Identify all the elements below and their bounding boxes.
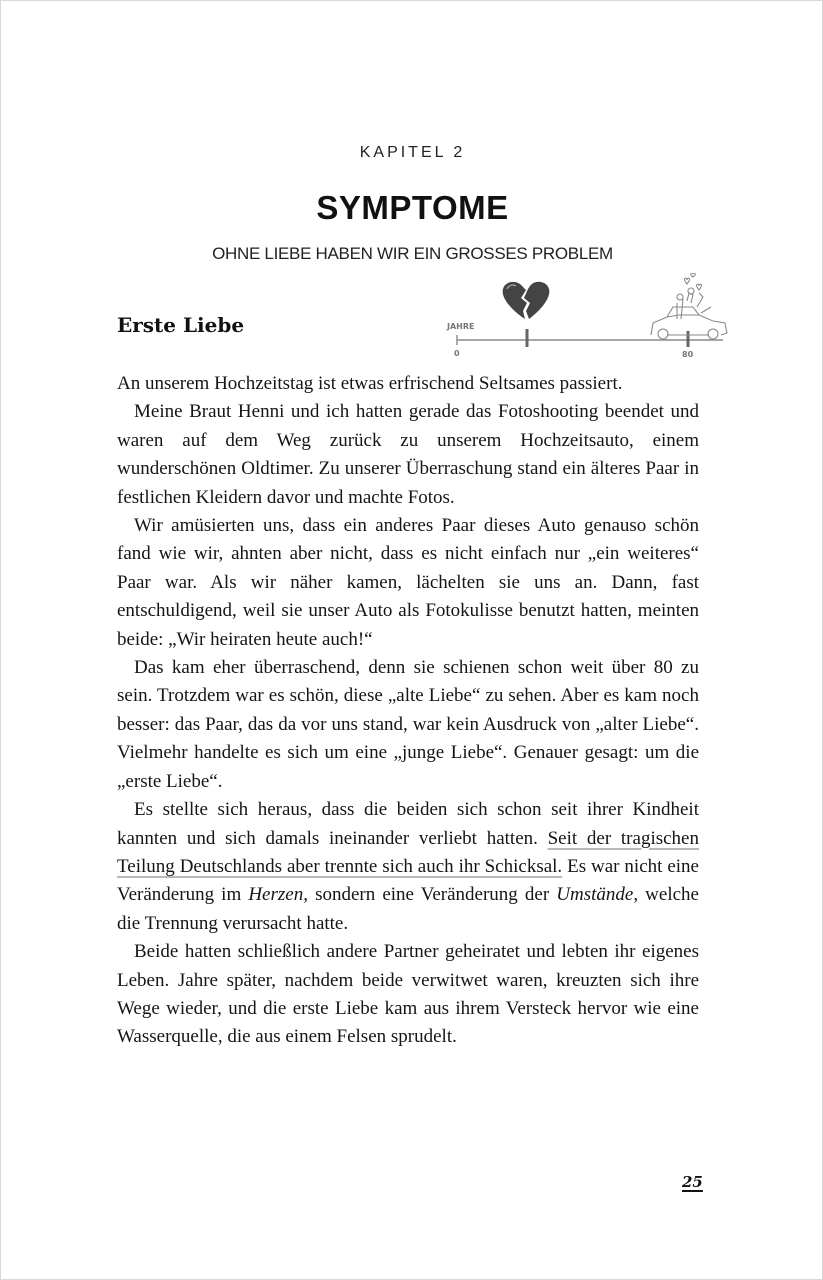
timeline-start-label: 0: [454, 349, 460, 358]
timeline-illustration: [441, 273, 741, 365]
paragraph: An unserem Hochzeitstag ist etwas erfrischend Seltsames passiert.: [117, 373, 623, 394]
paragraph: Beide hatten schließlich andere Partner geheiratet und lebten ihr eigenes Leben. Jahre später, nachdem beide verwitwet waren, kreuzten sich ihre Wege wieder, und die erste Liebe kam aus ihrem Versteck hervor wie eine Wasserquelle, die aus einem Felsen sprudelt.: [117, 941, 699, 1048]
paragraph: Wir amüsierten uns, dass ein anderes Paar dieses Auto genauso schön fand wie wir, ahnten aber nicht, dass es nicht einfach nur „ein weiteres“ Paar war. Als wir näher kamen, lächelten sie uns an. Dann, fast entschuldigend, weil sie unser Auto als Fotokulisse benutzt hatten, meinten beide: „Wir heiraten heute auch!“: [117, 515, 699, 650]
section-heading: Erste Liebe: [117, 313, 245, 337]
paragraph: Meine Braut Henni und ich hatten gerade das Fotoshooting beendet und waren auf dem Weg zurück zu unserem Hochzeitsauto, einem wunderschönen Oldtimer. Zu unserer Überraschung stand ein älteres Paar in festlichen Kleidern davor und machte Fotos.: [117, 401, 699, 508]
paragraph: Das kam eher überraschend, denn sie schienen schon weit über 80 zu sein. Trotzdem war es schön, diese „alte Liebe“ zu sehen. Aber es kam noch besser: das Paar, das da vor uns stand, war kein Ausdruck von „alter Liebe“. Vielmehr handelte es sich um eine „junge Liebe“. Genauer gesagt: um die „erste Liebe“.: [117, 657, 699, 792]
broken-heart-icon: [503, 282, 550, 319]
paragraph-text: Es war nicht eine Veränderung im: [117, 855, 699, 906]
emphasis: Herzen,: [248, 884, 308, 906]
vintage-car-icon: [651, 273, 727, 339]
paragraph-text: welche die Trennung verursacht hatte.: [117, 884, 699, 934]
paragraph: [117, 796, 699, 938]
chapter-subtitle: OHNE LIEBE HABEN WIR EIN GROSSES PROBLEM: [212, 244, 613, 263]
chapter-title: SYMPTOME: [316, 189, 509, 226]
timeline-end-label: 80: [682, 350, 694, 359]
page-number: 25: [682, 1173, 703, 1191]
timeline-label: JAHRE: [447, 322, 475, 331]
paragraph-text: Es stellte sich heraus, dass die beiden sich schon seit ihrer Kindheit kannten und sich damals ineinander verliebt hatten.: [117, 799, 699, 849]
paragraph-text: sondern eine Veränderung der: [307, 884, 557, 906]
body-text: [117, 370, 699, 1052]
emphasis: Umstände,: [556, 884, 639, 906]
highlighted-sentence: Seit der tragischen Teilung Deutschlands aber trennte sich auch ihr Schicksal.: [117, 827, 699, 877]
chapter-label: KAPITEL 2: [359, 144, 466, 161]
